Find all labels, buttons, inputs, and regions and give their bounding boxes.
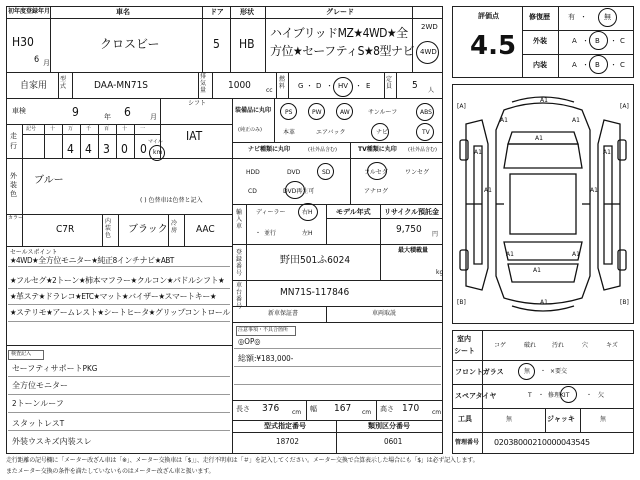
fuel-hv: HV xyxy=(338,82,349,90)
tv-analog: アナログ xyxy=(364,188,389,195)
navi-dvd-play-circle xyxy=(285,181,305,199)
navi-dvd: DVD xyxy=(287,169,301,176)
import-left: 左H xyxy=(302,230,313,237)
shift-value: IAT xyxy=(186,129,203,143)
grade-line-2: 方位★セーフティS★8型ナビ xyxy=(270,44,415,58)
equip-tv-circle xyxy=(416,123,434,141)
mileage-scale: 十 xyxy=(122,126,128,132)
sheet-opt: 破れ xyxy=(524,342,537,349)
equip-pw-circle xyxy=(308,103,325,120)
model-label: 型式 xyxy=(60,76,67,91)
length-label: 長さ xyxy=(236,405,250,413)
notice-line-1: ◎OP◎ xyxy=(238,337,261,346)
notice-label: 注意事項・不具合箇所 xyxy=(238,327,289,333)
recycle-label: リサイクル預託金 xyxy=(384,208,440,216)
inspection-year-unit: 年 xyxy=(104,113,111,121)
fuel-circle xyxy=(333,77,353,97)
drive-2wd: 2WD xyxy=(421,23,438,31)
damage-mark: A1 xyxy=(572,251,580,258)
exterior-grade-circle xyxy=(589,31,608,50)
new-car-warranty: 新車保証書 xyxy=(268,310,299,317)
mileage-digit: 3 xyxy=(103,142,110,156)
fuel-e: E xyxy=(366,82,371,90)
repair-circle xyxy=(598,8,617,27)
equip-aw: AW xyxy=(340,109,350,116)
damage-mark: A1 xyxy=(484,187,492,194)
tvtype-title: TV種類に丸印 xyxy=(358,146,397,153)
tvtype-suffix: (社外品含む) xyxy=(408,147,437,153)
exterior-note: ( ) 色替車は色替と記入 xyxy=(140,197,203,204)
grade-sep: ・ xyxy=(582,37,589,45)
sheet-opt: 汚れ xyxy=(552,342,565,349)
side-mark-a: [A] xyxy=(457,103,466,110)
exterior-label: 外装色 xyxy=(10,172,17,199)
shape-label: 形状 xyxy=(240,8,254,16)
drive-circle xyxy=(416,41,439,64)
score-value: 4.5 xyxy=(470,31,517,61)
tv-fullseg-circle xyxy=(367,162,387,180)
repair-yes: 有 xyxy=(568,13,575,21)
spare-tire-kit: 修理KIT xyxy=(548,392,570,399)
chassis-label: 車台番号 xyxy=(236,282,243,310)
first-reg-month: 6 xyxy=(34,55,40,65)
damage-mark: A1 xyxy=(540,299,548,306)
mileage-scale: 万 xyxy=(68,126,74,132)
tools-value: 無 xyxy=(506,416,513,423)
equipment-subtitle: (純正のみ) xyxy=(238,127,262,133)
inspection-month: 6 xyxy=(124,105,131,119)
damage-mark: A1 xyxy=(603,149,611,156)
mileage-scale: 記号 xyxy=(26,126,37,132)
notice-line-2: 総額:¥183,000- xyxy=(238,354,294,363)
sales-point-line: ★4WD★全方位モニター★純正8インチナビ★ABT xyxy=(10,256,174,265)
width-unit: cm xyxy=(362,409,372,416)
repair-label: 修復歴 xyxy=(529,13,550,21)
ac-value: AAC xyxy=(196,224,215,235)
equip-navi: ナビ xyxy=(376,129,389,136)
mileage-label: 走行 xyxy=(10,132,17,150)
capacity-label: 定員 xyxy=(386,76,393,91)
mileage-digit: 4 xyxy=(67,142,74,156)
score-label: 評価点 xyxy=(478,12,499,20)
equipment-title: 装備品に丸印 xyxy=(235,107,272,114)
height-label: 高さ xyxy=(380,405,394,413)
length-unit: cm xyxy=(292,409,302,416)
damage-mark: A1 xyxy=(590,187,598,194)
inspector-notes-label: 検査記入 xyxy=(11,351,32,357)
spare-tire-missing: 欠 xyxy=(598,392,605,399)
displacement-label: 排気量 xyxy=(200,73,207,94)
height-unit: cm xyxy=(432,409,442,416)
management-label: 管理番号 xyxy=(455,439,480,446)
max-load-unit: kg xyxy=(436,269,444,276)
inspection-month-unit: 月 xyxy=(150,113,157,121)
interior-grade-c: C xyxy=(620,61,625,69)
navi-suffix: (社外品含む) xyxy=(308,147,337,153)
sheet-opt: コゲ xyxy=(494,342,507,349)
ac-label: 冷房 xyxy=(171,220,178,235)
equip-ps-circle xyxy=(280,103,297,120)
fuel-sep: ・ xyxy=(355,82,362,90)
equip-ps: PS xyxy=(285,109,293,116)
side-mark-a: [A] xyxy=(620,103,629,110)
sheet-opt: 穴 xyxy=(582,342,589,349)
registration-label: 登録番号 xyxy=(236,249,243,277)
recycle-unit: 円 xyxy=(432,231,439,238)
equip-sunroof: サンルーフ xyxy=(368,109,398,116)
mileage-digit: 0 xyxy=(140,142,147,156)
tv-oneseg: ワンセグ xyxy=(405,169,430,176)
manual: 車両取説 xyxy=(372,310,397,317)
front-glass-circle xyxy=(518,363,535,380)
width-value: 167 xyxy=(334,403,352,414)
inspection-label: 車検 xyxy=(12,107,26,115)
damage-mark: A1 xyxy=(506,251,514,258)
import-right-circle xyxy=(298,203,318,221)
jack-label: ジャッキ xyxy=(547,415,575,423)
fuel-d: D xyxy=(316,82,322,90)
navi-title: ナビ種類に丸印 xyxy=(248,146,291,153)
mileage-unit-km: km xyxy=(153,149,163,156)
side-mark-b: [B] xyxy=(620,299,629,306)
inspector-note-line: セーフティサポートPKG xyxy=(12,364,98,373)
interior-color-label: 内装色 xyxy=(105,218,112,240)
inspection-year: 9 xyxy=(72,105,79,119)
repair-sep: ・ xyxy=(580,13,587,21)
fuel-sep: ・ xyxy=(326,82,333,90)
sales-points-label: セールスポイント xyxy=(10,249,58,256)
sheet-opt: キズ xyxy=(606,342,618,349)
navi-sd: SD xyxy=(322,169,331,176)
import-right: 右H xyxy=(302,209,313,216)
mileage-scale: 千 xyxy=(86,126,92,132)
interior-grade-label: 内装 xyxy=(533,61,547,69)
shift-label: シフト xyxy=(188,100,207,107)
inspector-note-line: 全方位モニター xyxy=(12,381,68,390)
footer-line-2: またメーター交換の条件を満たしていないものはメーター改ざん車と扱います。 xyxy=(6,468,215,475)
front-glass-sep: ・ xyxy=(540,368,547,375)
jack-value: 無 xyxy=(600,416,607,423)
color-code: C7R xyxy=(56,224,75,235)
front-glass-none: 無 xyxy=(524,368,531,375)
capacity-value: 5 xyxy=(412,80,418,91)
km-circle xyxy=(149,145,165,161)
car-diagram xyxy=(452,84,634,324)
mileage-scale: 百 xyxy=(104,126,110,132)
chassis-value: MN71S-117846 xyxy=(280,287,350,298)
sales-point-line: ★ステリモ★アームレスト★シートヒータ★グリップコントロール xyxy=(10,308,230,317)
front-glass-replace: ×要交 xyxy=(550,368,568,375)
management-value: 02038000210000043545 xyxy=(494,438,590,447)
interior-grade-a: A xyxy=(572,61,577,69)
usage-value: 自家用 xyxy=(20,81,48,91)
doors-value: 5 xyxy=(213,37,220,51)
model-value: DAA-MN71S xyxy=(94,80,149,91)
import-sep: ・ xyxy=(255,230,262,237)
mileage-digit: 0 xyxy=(121,142,128,156)
length-value: 376 xyxy=(262,403,280,414)
sales-point-line: ★フルセグ★2トーン★柿本マフラー★クルコン★パドルシフト★ xyxy=(10,276,225,285)
first-reg-year: H30 xyxy=(12,35,34,49)
car-name-label: 車名 xyxy=(116,8,130,16)
spare-tire-circle xyxy=(560,386,577,403)
damage-mark: A1 xyxy=(535,135,543,142)
fuel-sep: ・ xyxy=(306,82,313,90)
damage-mark: A1 xyxy=(572,117,580,124)
equip-aw-circle xyxy=(336,103,353,120)
height-value: 170 xyxy=(402,403,420,414)
navi-dvd-play: DVD再生可 xyxy=(283,188,315,195)
sales-point-line: ★革ステ★ドラレコ★ETC★マット★バイザー★スマートキー★ xyxy=(10,292,217,301)
grade-label: グレード xyxy=(326,8,354,16)
navi-hdd: HDD xyxy=(246,169,260,176)
interior-grade-b: B xyxy=(595,61,600,69)
category-number-label: 類別区分番号 xyxy=(368,422,410,430)
exterior-grade-a: A xyxy=(572,37,577,45)
equip-abs-circle xyxy=(416,103,434,121)
damage-mark: A1 xyxy=(540,97,548,104)
mileage-scale: 十 xyxy=(50,126,56,132)
footer-line-1: 走行距離の記号欄に「メーター改ざん車は「※」、メーター交換車は「$」」、走行不明車は「＃」を記入してください。メーター交換で合算表示した場合にも「$」は必ず記入します。 xyxy=(6,457,479,464)
max-load-label: 最大積載量 xyxy=(398,247,429,254)
recycle-value: 9,750 xyxy=(396,224,422,235)
equip-abs: ABS xyxy=(420,109,432,116)
car-name: クロスビー xyxy=(100,37,160,51)
fuel-label: 燃料 xyxy=(279,76,286,91)
import-dealer: ディーラー xyxy=(256,209,286,216)
first-reg-label: 初年度登録年月 xyxy=(8,8,51,15)
import-label: 輸入車 xyxy=(236,209,243,231)
mileage-digit: 4 xyxy=(85,142,92,156)
inspector-note-line: 2トーンルーフ xyxy=(12,399,64,408)
interior-color-value: ブラック xyxy=(128,224,168,235)
interior-sheet-label-2: シート xyxy=(454,347,475,355)
tools-label: 工具 xyxy=(458,415,472,423)
doors-label: ドア xyxy=(210,8,224,16)
grade-line-1: ハイブリッドMZ★4WD★全 xyxy=(270,26,408,40)
spare-tire-t: T xyxy=(528,392,532,399)
color-label: カラー xyxy=(8,215,24,221)
interior-grade-circle xyxy=(589,55,608,74)
equip-airbag: エアバック xyxy=(316,129,346,136)
fuel-g: G xyxy=(298,82,304,90)
displacement-value: 1000 xyxy=(228,80,251,91)
month-unit: 月 xyxy=(43,59,50,67)
repair-no: 無 xyxy=(604,13,611,21)
exterior-grade-c: C xyxy=(620,37,625,45)
front-glass-label: フロントガラス xyxy=(455,368,504,376)
spare-sep: ・ xyxy=(538,392,545,399)
shape-value: HB xyxy=(239,37,255,51)
navi-cd: CD xyxy=(248,188,257,195)
registration-value: 野田501ふ6024 xyxy=(280,255,351,266)
width-label: 幅 xyxy=(310,405,317,413)
equip-tv: TV xyxy=(422,129,430,136)
damage-mark: A1 xyxy=(533,267,541,274)
model-year-label: モデル年式 xyxy=(336,208,371,216)
navi-sd-circle xyxy=(317,163,334,180)
exterior-grade-b: B xyxy=(595,37,600,45)
type-designation-label: 型式指定番号 xyxy=(264,422,306,430)
spare-tire-label: スペアタイヤ xyxy=(455,392,497,400)
equip-navi-circle xyxy=(371,123,389,141)
tv-fullseg: フルセグ xyxy=(364,169,388,176)
grade-sep: ・ xyxy=(582,61,589,69)
exterior-grade-label: 外装 xyxy=(533,37,547,45)
type-designation-value: 18702 xyxy=(276,437,299,446)
grade-sep: ・ xyxy=(610,61,617,69)
interior-sheet-label-1: 室内 xyxy=(457,335,471,343)
damage-mark: A1 xyxy=(500,117,508,124)
exterior-value: ブルー xyxy=(34,175,64,186)
equip-leather: 本革 xyxy=(283,129,296,136)
inspector-note-line: スタットレスT xyxy=(12,419,65,428)
equip-pw: PW xyxy=(312,109,322,116)
side-mark-b: [B] xyxy=(457,299,466,306)
spare-sep: ・ xyxy=(586,392,593,399)
category-number-value: 0601 xyxy=(384,437,403,446)
drive-4wd: 4WD xyxy=(420,48,437,56)
import-parallel: 並行 xyxy=(264,230,277,237)
damage-mark: A1 xyxy=(474,149,482,156)
mileage-unit-mile: マイル xyxy=(148,139,163,145)
inspector-note-line: 外装ウスキズ内装スレ xyxy=(12,437,92,446)
grade-sep: ・ xyxy=(610,37,617,45)
mileage-scale: 一 xyxy=(140,126,146,132)
displacement-unit: cc xyxy=(266,87,273,94)
capacity-unit: 人 xyxy=(428,87,435,94)
